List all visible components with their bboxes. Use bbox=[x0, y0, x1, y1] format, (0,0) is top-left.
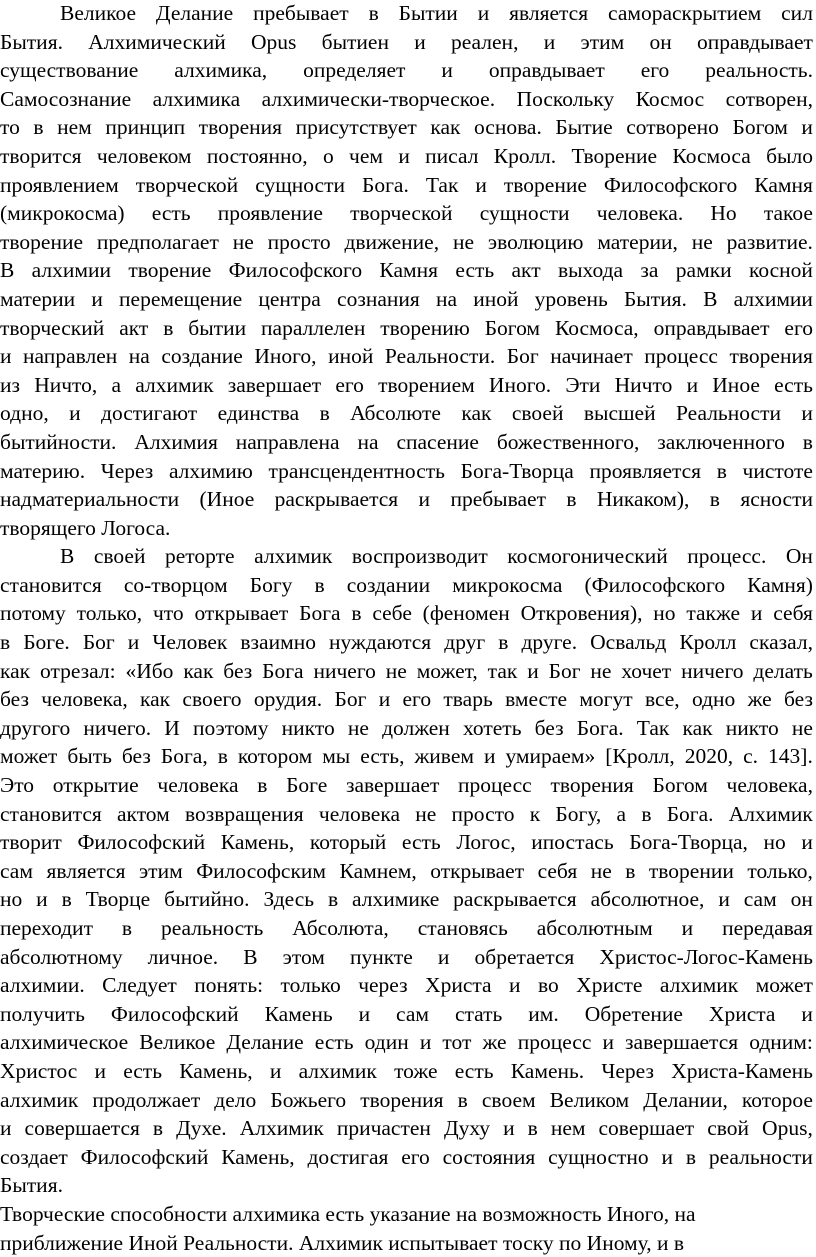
text-line: как отрезал: «Ибо как без Бога ничего не может, так и Бог не хочет ничего делать bbox=[0, 658, 813, 683]
text-line: в Боге. Бог и Человек взаимно нуждаются друг в друге. Освальд Кролл сказал, bbox=[0, 630, 813, 655]
text-line: В алхимии творение Философского Камня есть акт выхода за рамки косной bbox=[0, 258, 813, 283]
text-line: сам является этим Философским Камнем, открывает себя не в творении только, bbox=[0, 858, 813, 883]
text-line: творится человеком постоянно, о чем и писал Кролл. Творение Космоса было bbox=[0, 143, 813, 168]
text-line: может быть без Бога, в котором мы есть, живем и умираем» [Кролл, 2020, с. 143]. bbox=[0, 744, 813, 769]
text-line: создает Философский Камень, достигая его состояния сущностно и в реальности bbox=[0, 1144, 813, 1169]
text-line: (микрокосма) есть проявление творческой сущности человека. Но такое bbox=[0, 201, 813, 226]
text-line: Бытия. Алхимический Opus бытиен и реален, и этим он оправдывает bbox=[0, 29, 813, 54]
text-line: материи и перемещение центра сознания на иной уровень Бытия. В алхимии bbox=[0, 286, 813, 311]
text-line: приближение Иной Реальности. Алхимик испытывает тоску по Иному, и в bbox=[0, 1230, 685, 1255]
text-line: другого ничего. И поэтому никто не должен хотеть без Бога. Так как никто не bbox=[0, 715, 813, 740]
text-line: без человека, как своего орудия. Бог и его тварь вместе могут все, одно же без bbox=[0, 687, 813, 712]
text-line: становится актом возвращения человека не просто к Богу, а в Бога. Алхимик bbox=[0, 801, 813, 826]
text-line: проявлением творческой сущности Бога. Так и творение Философского Камня bbox=[0, 172, 813, 197]
text-line: Самосознание алхимика алхимически-творческое. Поскольку Космос сотворен, bbox=[0, 86, 813, 111]
text-line: творение предполагает не просто движение, не эволюцию материи, не развитие. bbox=[0, 229, 813, 254]
text-line: то в нем принцип творения присутствует как основа. Бытие сотворено Богом и bbox=[0, 115, 813, 140]
text-line: творящего Логоса. bbox=[0, 515, 171, 540]
text-line: алхимическое Великое Делание есть один и тот же процесс и завершается одним: bbox=[0, 1030, 813, 1055]
text-line: бытийности. Алхимия направлена на спасение божественного, заключенного в bbox=[0, 429, 813, 454]
paragraph bbox=[0, 0, 816, 542]
text-line: алхимии. Следует понять: только через Христа и во Христе алхимик может bbox=[0, 973, 813, 998]
text-line: Христос и есть Камень, и алхимик тоже есть Камень. Через Христа-Камень bbox=[0, 1058, 813, 1083]
paragraph bbox=[0, 1200, 816, 1257]
text-line: алхимик продолжает дело Божьего творения в своем Великом Делании, которое bbox=[0, 1087, 813, 1112]
text-line: становится со-творцом Богу в создании микрокосма (Философского Камня) bbox=[0, 572, 813, 597]
text-line: творит Философский Камень, который есть Логос, ипостась Бога-Творца, но и bbox=[0, 830, 813, 855]
paragraph bbox=[0, 542, 816, 1200]
text-line: Бытия. bbox=[0, 1173, 63, 1198]
text-line: и совершается в Духе. Алхимик причастен Духу и в нем совершает свой Opus, bbox=[0, 1116, 813, 1141]
text-line: потому только, что открывает Бога в себе (феномен Откровения), но также и себя bbox=[0, 601, 813, 626]
text-line: и направлен на создание Иного, иной Реальности. Бог начинает процесс творения bbox=[0, 344, 813, 369]
text-line: Это открытие человека в Боге завершает процесс творения Богом человека, bbox=[0, 773, 813, 798]
text-line: Великое Делание пребывает в Бытии и является самораскрытием сил bbox=[60, 1, 813, 25]
text-line: В своей реторте алхимик воспроизводит космогонический процесс. Он bbox=[60, 544, 813, 569]
text-line: творческий акт в бытии параллелен творению Богом Космоса, оправдывает его bbox=[0, 315, 813, 340]
text-line: получить Философский Камень и сам стать им. Обретение Христа и bbox=[0, 1001, 813, 1026]
text-line: Творческие способности алхимика есть указание на возможность Иного, на bbox=[0, 1201, 696, 1226]
text-line: надматериальности (Иное раскрывается и пребывает в Никаком), в ясности bbox=[0, 487, 813, 512]
text-line: но и в Творце бытийно. Здесь в алхимике раскрывается абсолютное, и сам он bbox=[0, 887, 813, 912]
text-line: материю. Через алхимию трансцендентность Бога-Творца проявляется в чистоте bbox=[0, 458, 813, 483]
text-line: из Ничто, а алхимик завершает его творением Иного. Эти Ничто и Иное есть bbox=[0, 372, 813, 397]
text-line: переходит в реальность Абсолюта, становясь абсолютным и передавая bbox=[0, 916, 813, 940]
text-line: абсолютному личное. В этом пункте и обретается Христос-Логос-Камень bbox=[0, 944, 813, 969]
text-line: одно, и достигают единства в Абсолюте как своей высшей Реальности и bbox=[0, 401, 813, 426]
text-line: существование алхимика, определяет и оправдывает его реальность. bbox=[0, 58, 813, 83]
